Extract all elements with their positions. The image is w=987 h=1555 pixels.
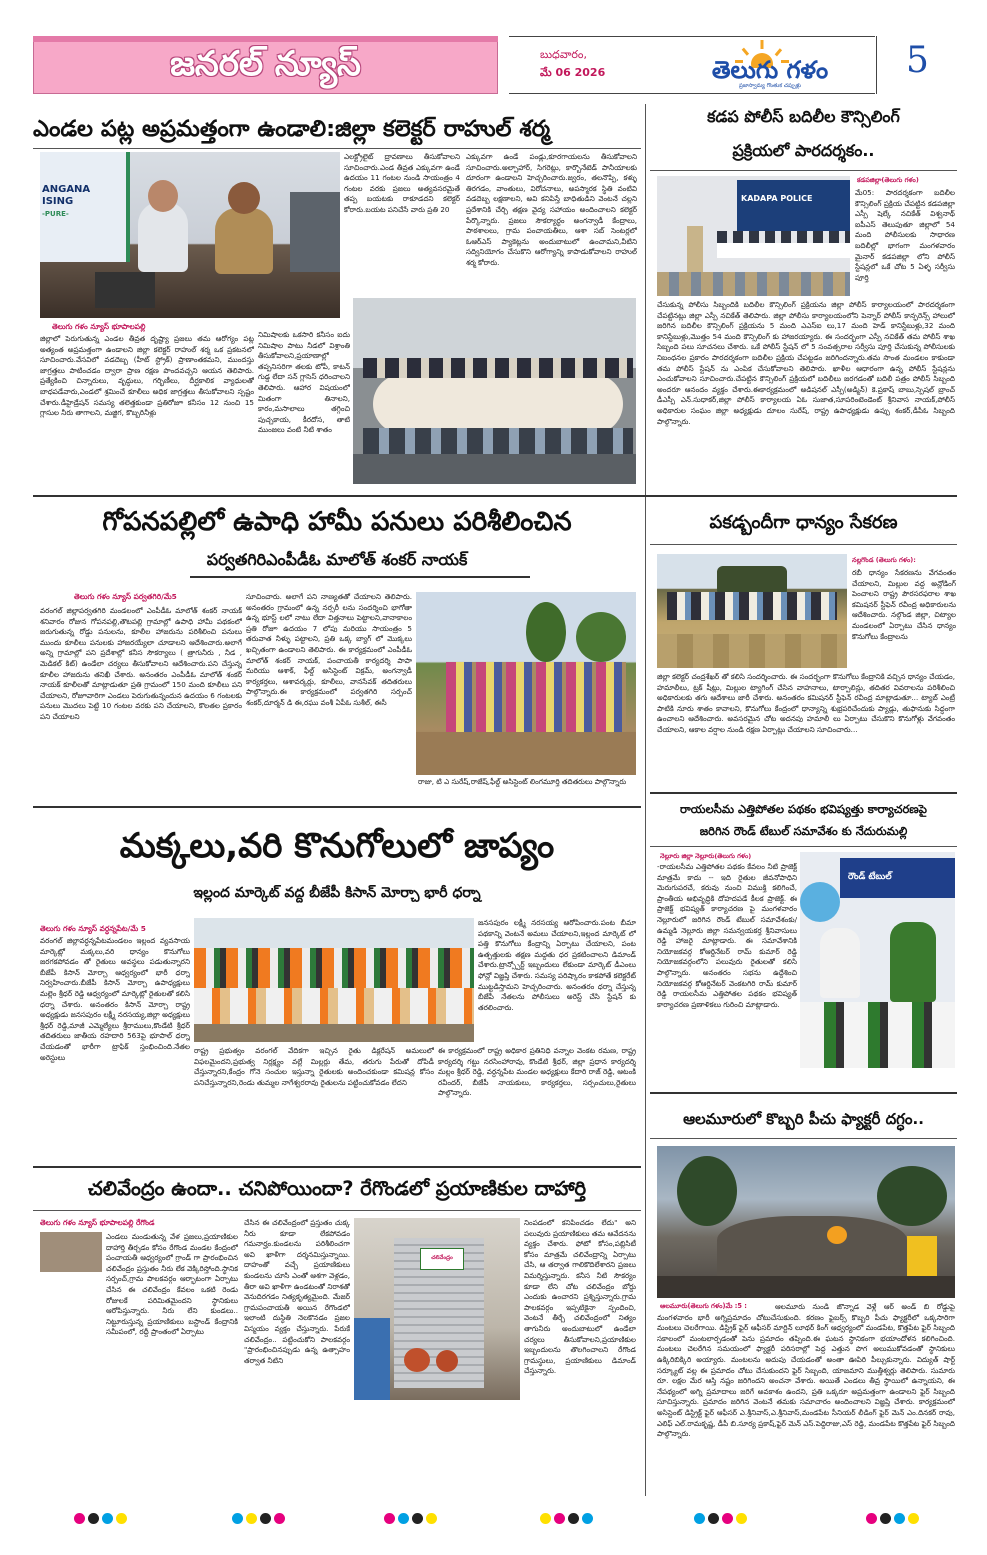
page-number: 5 <box>906 40 929 81</box>
gopanapalli-credit: తెలుగు గళం న్యూస్ పర్వతగిరి/మే5 <box>74 592 177 601</box>
masthead <box>0 0 987 104</box>
rayalaseema-headline-1: రాయలసీమ ఎత్తిపోతల పథకం భవిష్యత్తు కార్యాచరణపై <box>680 802 927 816</box>
paper-logo <box>680 38 860 90</box>
paper-name: తెలుగు గళం <box>711 56 829 84</box>
kadapa-headline-2: ప్రక్రియలో పారదర్శకం.. <box>732 141 875 160</box>
makkalu-col-a: వరంగల్ జిల్లావర్ధన్నపేటమండలం ఇల్లంద వ్యవసాయ మార్కెట్లో మక్కలు,వరి ధాన్యం కొనుగోలు జరగకపోవడం తో రైతులు అవస్థలు పడుతున్నారని బీజేపీ కిసాన్ మోర్చా ఆధ్వర్యంలో భారీ ధర్నా నిర్వహించారు.బీజేపీ కిసాన్ మోర్చా ఉపాధ్యక్షులు మల్లెం శ్రీధర్ రెడ్డి ఆధ్వర్యంలో మార్కెట్లో రైతులతో కలిసి ధర్నా చేశారు. అనంతరం కిసాన్ మోర్చా రాష్ట్ర అధ్యక్షుడు జనసపురం లక్ష్మీ నరసయ్య,జిల్లా అధ్యక్షులు శ్రీధర్ రెడ్డి,మాజీ ఎమ్మెల్యేలు శ్రీరాములు,కొండేటి శ్రీధర్ తదితరులు జాతీయ రహదారి 563పై భూపాల్ ధర్నా చేయడంతో భారీగా ట్రాఫిక్ స్తంభించింది.నేతల అరెస్టులు <box>40 936 190 1062</box>
makkalu-col-c: రాష్ట్ర ప్రభుత్వం వరంగల్ వేదికగా ఇచ్చిన రైతు డిక్లరేషన్ అమలులో విఫలమైందని,ప్రభుత్వ నిర్లక్ష్యం వల్లే మిల్లర్లు తేమ, తరుగు పేరుతో దోపిడీ చేస్తున్నారని,కేంద్రం గోనె సంచుల ఇస్తున్నా రైతులకు అందించకుండా కమిషన్ల కోసం పనిచేస్తున్నారని,రెండు తుమ్మల నాగేశ్వరరావు రైతులను పట్టించుకోవడం లేదని <box>194 1046 434 1087</box>
chalivendram-pots-photo <box>40 1232 102 1272</box>
dhanyam-credit: నల్లగొండ (తెలుగు గళం): <box>852 556 916 564</box>
dhanyam-col-a: రబీ ధాన్యం సేకరణను వేగవంతం చేయాలని, మిల్లుల వద్ద అన్లోడింగ్ పెంచాలని రాష్ట్ర పౌరసరఫరాల శాఖ కమిషనర్ స్టీఫెన్ రవీంద్ర అధికారులను ఆదేశించారు. నల్గొండ జిల్లా, చిట్యాల మండలంలో ఏర్పాటు చేసిన ధాన్యం కొనుగోలు కేంద్రాలను <box>852 568 956 641</box>
separator-row2-left <box>33 806 641 808</box>
kadapa-credit: కడపజిల్లా(తెలుగు గళం) <box>857 176 919 184</box>
chalivendram-col-b: చేసిన ఈ చలివేంద్రంలో ప్రస్తుతం చుక్క నీరు కూడా లేకపోవడం గమనార్హం.కుండలను పరిశీలించగా అవి ఖాళీగా దర్శనమిస్తున్నాయి. దాహంతో వచ్చే ప్రయాణికులు కుండలను చూసి ఎంతో ఆశగా వెళ్లడం, తీరా అవి ఖాళీగా ఉండటంతో నిరాశతో వెనుదిరగడం నిత్యకృత్యమైంది. మేజర్ గ్రామపంచాయతీ అయిన రేగొండలో ఇలాంటి దుస్థితి నెలకొనడం ప్రజల విస్మయం వ్యక్తం చేస్తున్నారు. పేరుకే చలివేంద్రం.. పట్టించుకోని పాలకవర్గం "ప్రారంభించినప్పుడు ఉన్న ఉత్సాహం తర్వాత నీటిని <box>244 1218 350 1365</box>
rayalaseema-rule <box>650 846 957 847</box>
gopanapalli-caption: రాజు, టి ఎ సురేష్,రాజేష్,ఫీల్డ్ అసిస్టెంట్ లింగమూర్తి తదితరులు పాల్గొన్నారు <box>418 777 627 786</box>
rayalaseema-photo <box>800 852 955 1068</box>
makkalu-credit: తెలుగు గళం న్యూస్ వర్ధన్నపేట/మే 5 <box>40 924 146 933</box>
separator-row2-right <box>650 792 957 794</box>
kadapa-rule <box>650 170 957 171</box>
footer-color-dots-4 <box>540 1513 596 1524</box>
collector-headline: ఎండల పట్ల అప్రమత్తంగా ఉండాలి:జిల్లా కలెక్టర్ రాహుల్ శర్మ <box>33 116 551 142</box>
round-table-banner: రౌండ్ టేబుల్ <box>848 872 892 882</box>
rayalaseema-col-a: -రాయలసీమ ఎత్తిపోతల పథకం కేవలం నీటి ప్రాజెక్ట్ మాత్రమే కాదు -- ఇది రైతుల జీవనోపాధిని మెరుగుపరచే, కరువు నుంచి విముక్తి కలిగించే, ప్రాంతీయ అభివృద్ధికి దోహదపడే కీలక ప్రాజెక్ట్. ఈ ప్రాజెక్ట్ భవిష్యత్ కార్యాచరణ పై మంగళవారం నెల్లూరులో జరిగిన రౌండ్ టేబుల్ సమావేశంకు/ ఉమ్మడి నెల్లూరు జిల్లా సమన్వయకర్త శ్రీనివాసులు రెడ్డి హాజరై మాట్లాడారు. ఈ సమావేశానికి నియోజకవర్గ కోఆర్డినేటర్ రామ్ కుమార్ రెడ్డి నియోజకవర్గంలోని పలువురు రైతులతో కలిసి పాల్గొన్నారు. అనంతరం సభను ఉద్దేశించి నియోజకవర్గ కోఆర్డినేటర్ వెంకటగిరి రామ్ కుమార్ రెడ్డి రాయలసీమ ఎత్తిపోతల పథకం భవిష్యత్ కార్యాచరణ ప్రణాళికలు గురించి మాట్లాడారు. <box>657 862 797 1009</box>
rayalaseema-credit: నెల్లూరు జిల్లా నెల్లూరు(తెలుగు గళం) <box>660 852 752 860</box>
masthead-divider <box>876 36 877 94</box>
collector-rule <box>33 148 641 149</box>
chalivendram-col-a: ఎండలు మండుతున్న వేళ ప్రజలు,ప్రయాణికుల దాహార్తి తీర్చడం కోసం రేగొండ మండల కేంద్రంలో పంచాయతీ ఆధ్వర్యంలో గ్రాండ్ గా ప్రారంభించిన చలివేంద్రం ప్రస్తుతం నీరు లేక వెక్కిరిస్తోంది.స్థానిక సర్పంచ్,గ్రామ పాలకవర్గం ఆర్భాటంగా ఏర్పాటు చేసిన ఈ చలివేంద్రం కేవలం ఒకటి రెండు రోజులకే పరిమితమైందని స్థానికులు ఆరోపిస్తున్నారు. నీరు లేని కుండలు.. నిట్టూరుస్తున్న ప్రయాణికులు బస్టాండ్ కేంద్రానికి సమీపంలో, రద్దీ ప్రాంతంలో ఏర్పాటు <box>106 1232 238 1337</box>
makkalu-headline: మక్కలు,వరి కొనుగోలులో జాప్యం <box>119 826 555 866</box>
alamuru-fire-photo <box>657 1146 955 1298</box>
collector-col-a: ఎలక్ట్రోలైట్ ద్రావణాలు తీసుకోవాలని సూచించారు.ఎండ తీవ్రత ఎక్కువగా ఉండే ఉదయం 11 గంటల నుండి సాయంత్రం 4 గంటల వరకు ప్రజలు అత్యవసరమైతే తప్ప బయటకు రాకూడదని కలెక్టర్ కోరారు.బయట పనిచేసే వారు ప్రతి 20 <box>344 152 460 214</box>
separator-row3-left <box>33 1166 641 1168</box>
kadapa-backdrop-text: KADAPA POLICE <box>741 194 813 203</box>
person-officer <box>215 208 273 274</box>
kadapa-col-a: మే05: పారదర్శకంగా బదిలీల కౌన్సిలింగ్ ప్రక్రియ చేపట్టిన కడపజిల్లా ఎస్పీ షెల్కే నచికేత్ విశ్వనాథ్ ఐపీఎస్ తెలుపుతూ జిల్లాలో 54 మంది పోలీసులకు సాధారణ బదిలీల్లో భాగంగా మంగళవారం మైనార్ కడపజిల్లా లోని పోలీస్ స్టేషన్లలో ఒకే చోట 5 ఏళ్ళ సర్వీసు పూర్తి <box>855 188 955 282</box>
section-title-ribbon <box>33 36 498 42</box>
paper-tagline: ప్రజాస్వామ్య గొంతుక చప్పుళ్లు <box>738 83 802 89</box>
chalivendram-rule <box>33 1210 641 1211</box>
makkalu-subhead: ఇల్లంద మార్కెట్ వద్ద బీజేపీ కిసాన్ మోర్చా భారీ ధర్నా <box>193 885 481 901</box>
chalivendram-credit: తెలుగు గళం న్యూస్ భూపాలపల్లి రేగొండ <box>40 1218 155 1227</box>
rayalaseema-headline-2: జరిగిన రౌండ్ టేబుల్ సమావేశం కు నేదురుమల్లి <box>699 824 908 838</box>
collector-credit: తెలుగు గళం న్యూస్ భూపాలపల్లి <box>52 322 146 331</box>
gopanapalli-subhead: పర్వతగిరిఎంపీడీఓ మాలోత్ శంకర్ నాయక్ <box>206 550 468 569</box>
gopanapalli-photo <box>416 592 636 775</box>
chalivendram-headline: చలివేంద్రం ఉందా.. చనిపోయిందా? రేగొండలో ప్రయాణికుల దాహార్తి <box>87 1177 587 1200</box>
gopanapalli-headline: గోపనపల్లిలో ఉపాధి హామీ పనులు పరిశీలించిన <box>102 507 572 537</box>
collector-col-c: జిల్లాలో పెరుగుతున్న ఎండల తీవ్రత దృష్ట్యా ప్రజలు తమ ఆరోగ్యం పట్ల అత్యంత అప్రమత్తంగా ఉండాలని జిల్లా కలెక్టర్ రాహుల్ శర్మ ఒక ప్రకటనలో సూచించారు.వేసవిలో వడదెబ్బ (హీట్ స్ట్రోక్) ప్రాణాంతకమని, ముందస్తు జాగ్రత్తలు పాటించడం ద్వారా ప్రాణ రక్షణ పొందవచ్చని ఆయన తెలిపారు. ప్రత్యేకించి చిన్నారులు, వృద్ధులు, గర్భిణీలు, దీర్ఘకాలిక వ్యాధులతో బాధపడేవారు,ఎండలో శ్రమించే కూలీలు అధిక జాగ్రత్తలు తీసుకోవాలని స్పష్టం చేశారు.డీహైడ్రేషన్ సమస్య తలెత్తకుండా ప్రతిరోజూ కనీసం 12 నుంచి 15 గ్లాసుల నీరు తాగాలని, మజ్జిగ, కొబ్బరినీళ్లు <box>40 334 254 418</box>
alamuru-credit: ఆలమూరు(తెలుగు గళం)మే :5 : <box>660 1302 747 1310</box>
chalivendram-sign: చలివేంద్రం <box>431 1255 453 1261</box>
laptop <box>95 272 155 308</box>
section-title: జనరల్ న్యూస్ <box>170 44 361 84</box>
masthead-date: మే 06 2026 <box>540 66 606 79</box>
collector-col-b: ఎక్కువగా ఉండే పండ్లు,కూరగాయలను తీసుకోవాలని సూచించారు.అల్పాహార్, సిగరెట్లు, కార్బొనేటెడ్ పానీయాలకు దూరంగా ఉండాలని హెచ్చరించారు.జ్వరం, తలనొప్పి, కళ్ళు తిరగడం, వాంతులు, విరోచనాలు, అపస్మారక స్థితి వంటివి వడదెబ్బ లక్షణాలని, అవి కనిపిస్తే బాధితుడిని వెంటనే చల్లని ప్రదేశానికి చేర్చి తక్షణ వైద్య సహాయం అందించాలని కలెక్టర్ పేర్కొన్నారు. ప్రజలు సౌకర్యార్థం అంగన్వాడీ కేంద్రాలు, పాఠశాలలు, గ్రామ పంచాయతీలు, ఆశా సబ్ సెంటర్లలో ఓఆర్ఎస్ ప్యాకెట్లను అందుబాటులో ఉంచామని,వీటిని సద్వినియోగం చేసుకొని ఆరోగ్యాన్ని కాపాడుకోవాలని రాహుల్ శర్మ కోరారు. <box>466 152 637 267</box>
masthead-day: బుధవారం, <box>540 48 587 61</box>
gopanapalli-col-b: సూచించారు. అలాగే పని నాణ్యతతో చేయాలని తెలిపారు. అనంతరం గ్రామంలో ఉన్న నర్సరీ లను సందర్శించి భాగోతా ఉన్న భూస్ట్ లలో నాటు లేదా విత్తనాలు పెట్టాలని,వానాకాలం ప్రతి రోజూ ఉదయం 7 లోపు మరియు సాయంత్రం 5 తరువాత నీళ్ళు పట్టాలని, ప్రతి ఒక్క బ్యాగ్ లో మొక్కలు ఖచ్చితంగా ఉండాలని తెలిపారు. ఈ కార్యక్రమంలో ఎంపీడీఓ మాలోత్ శంకర్ నాయక్, పంచాయతీ కార్యదర్శి పాపా మరియు ఆశాక్, ఫీల్డ్ అసిస్టెంట్ విక్రమ్, అంగన్వాడీ కార్యకర్తలు, ఆశావర్కర్లు, కూలీలు, వానసేవక్ తదితరులు పాల్గొన్నారు.ఈ కార్యక్రమంలో పర్వతగిరి సర్పంచ్ శంకర్,దూర్మన్ డి ఈ,రఘు వంశీ ఏపీఓ సుశీల్, ఈసీ <box>246 592 412 707</box>
kadapa-headline-1: కడప పోలీస్ బదిలీల కౌన్సిలింగ్ <box>707 107 900 126</box>
chalivendram-booth-photo <box>354 1218 520 1400</box>
dhanyam-photo <box>657 554 847 668</box>
footer-color-dots-6 <box>866 1513 922 1524</box>
footer-color-dots-3 <box>384 1513 440 1524</box>
chalivendram-col-c: నింపడంలో కనిపించడం లేదు" అని పలువురు ప్రయాణికులు తమ ఆవేదనను వ్యక్తం చేశారు. ఫోటో కోసం,పబ్లిసిటీ కోసం మాత్రమే చలివేంద్రాన్ని ఏర్పాటు చేసి, ఆ తర్వాత గాలికొదిలేశారని ప్రజలు విమర్శిస్తున్నారు. కనీస నీటి సౌకర్యం కూడా లేని చోట చలివేంద్రం బోర్డు ఎందుకు ఉంచారని ప్రశ్నిస్తున్నారు.గ్రామ పాలకవర్గం ఇప్పటికైనా స్పందించి, వెంటనే తీర్చే చలివేంద్రంలో నిత్యం తాగునీరు అందుబాటులో ఉండేలా చర్యలు తీసుకోవాలని,ప్రయాణికుల ఇబ్బందులను తొలగించాలని రేగొండ గ్రామస్థులు, ప్రయాణికులు డిమాండ్ చేస్తున్నారు. <box>524 1218 636 1376</box>
dhanyam-rule <box>650 544 957 545</box>
collector-col-d: నిమిషాలకు ఒకసారి కనీసం ఐదు నిమిషాల పాటు నీడలో విశ్రాంతి తీసుకోవాలని,ప్రయాణాల్లో తప్పనిసరిగా తలకు టోపీ, కాటన్ గుడ్డ లేదా సన్ గ్లాసెస్ ధరించాలని తెలిపారు. ఆహార విషయంలో మితంగా తినాలని, కారం,మసాలాలు తగ్గించి పుచ్చకాయ, కీరదోస, తాటి ముంజలు వంటి నీటి శాతం <box>258 330 350 435</box>
dhanyam-headline: పకడ్బందీగా ధాన్యం సేకరణ <box>709 512 898 533</box>
alamuru-col-a: ఆలమూరు నుండి జొన్నాడ వెళ్లే ఆర్ అండ్ బి రోడ్డుపై మంగళవారం భారీ అగ్నిప్రమాదం చోటుచేసుకుంది. కరణం ఫైబర్స్ కొబ్బరి పీచు ఫ్యాక్టరీలో ఒక్కసారిగా మంటలు చెలరేగాయి. డిస్ట్రిక్ ఫైర్ ఆఫీసర్ మార్టిన్ లూథర్ కింగ్ ఆధ్వర్యంలో మండపేట, కొత్తపేట ఫైర్ సిబ్బంది సకాలంలో మంటలార్పడంతో పెను ప్రమాదం తప్పింది.ఈ ఘటన స్థానికంగా భయాందోళన కలిగించింది. మంటలు చెలరేగిన సమయంలో ఫ్యాక్టరీ పరిసరాల్లో పెద్ద ఎత్తున పొగ అలుముకోవడంతో స్థానికులు ఉక్కిరిబిక్కిరి అయ్యారు. మంటలను అదుపు చేయడంతో అంతా ఊపిరి పీల్చుకున్నారు. విద్యుత్ షార్ట్ సర్క్యూట్ వల్ల ఈ ప్రమాదం చోటు చేసుకుందని ఫైర్ సిబ్బంది, యాజమాని ముత్తీశ్వర్లు తెలిపారు. సుమారు రూ. లక్షల మేర ఆస్తి నష్టం జరిగిందని అంచనా వేశారు. అయితే ఎండలు తీవ్ర స్థాయిలో ఉన్నాయని, ఈ నేపథ్యంలో అగ్ని ప్రమాదాలు జరిగే అవకాశం ఉందని, ప్రతి ఒక్కరూ అప్రమత్తంగా ఉండాలని ఫైర్ సిబ్బంది సూచిస్తున్నారు. ప్రమాదం జరిగిన వెంటనే తమకు సమాచారం అందించాలని విజ్ఞప్తి చేశారు. కార్యక్రమంలో అసిస్టెంట్ డిస్ట్రిక్ట్ ఫైర్ ఆఫీసర్ ఎ.శ్రీనివాస్,ఎ.శ్రీనివాస్,మండపేట సీనియర్ లీడింగ్ ఫైర్ మెన్ ఎం.దినకర్ రావు, ఎలిఫ్ ఎల్.రామకృష్ణ, డీపీ బి.సూర్య ప్రకాష్,ఫైర్ మెన్ ఎస్.పెద్దిరాజు,ఎస్ రెడ్డి, మండపేట కొత్తపేట ఫైర్ సిబ్బంది పాల్గొన్నారు. <box>657 1302 955 1439</box>
makkalu-photo <box>194 918 474 1042</box>
dhanyam-col-b: జిల్లా కలెక్టర్ చంద్రశేఖర్ తో కలిసి సందర్శించారు. ఈ సందర్భంగా కొనుగోలు కేంద్రానికి వచ్చిన ధాన్యం చేయడం, హమాలీలు, ట్రక్ షీట్లు, మిల్లుల ట్యాగింగ్ చేసిన వాహనాలు, టార్పాలిన్లు, తదితర వివరాలను పరిశీలించి అధికారులకు తగు ఆదేశాలు జారీ చేశారు. అనంతరం కమిషనర్ స్టీఫెన్ రవీంద్ర మాట్లాడుతూ... ట్యాబ్ ఎంట్రీ పాటికి నూరు శాతం కావాలని, కొనుగోలు కేంద్రంలో ధాన్యాన్ని శుభ్రపరిచేందుకు ప్యాడ్లు, తుఫానుకు సిద్ధంగా ఉంచాలని ఆదేశించారు. అవసరమైన చోట అదనపు హమాలీ లు ఏర్పాటు చేసుకొని కొనుగోళ్లు వేగవంతం చేయాలని, ఆకాల వర్షాల నుండి రక్షణ ఏర్పాట్లు చేయాలని సూచించారు... <box>657 672 955 734</box>
person-collector <box>138 202 188 272</box>
collector-meeting-photo <box>353 298 636 484</box>
gopanapalli-col-a: వరంగల్ జిల్లాపర్వతగిరి మండలంలో ఎంపీడీఓ మాలోత్ శంకర్ నాయక్ శనివారం రోజున గోపనపల్లి,తౌటపల్లి గ్రామాల్లో ఉపాధి హామీ పథకంలో జరుగుతున్న రోడ్డు పనులను, కూలీల హాజరును పరిశీలించి పనులు ముందు కూలీలు పనులకు హాజరయ్యేలా చూడాలని ఆదేశించారు.అలాగే అన్ని గ్రామాల్లో పని ప్రదేశాల్లో కనీస సౌకర్యాలు ( త్రాగునీరు , నీడ , మెడికల్ కిట్) ఉండేలా చర్యలు తీసుకోవాలని ఆదేశించారు.పని చేస్తున్న కూలీల హాజరును తనిఖీ చేశారు. అనంతరం ఎంపీడీఓ మాలోత్ శంకర్ నాయక్ కూలీలతో మాట్లాడుతూ ప్రతి గ్రామంలో 150 మంది కూలీలు పని చేయాలని, రోజూవారిగా ఎండలు పెరుగుతున్నందున ఉదయం 6 గంటలకు పనులు మొదలు పెట్టి 10 గంటల వరకు పని చేయాలని, కొలతల ప్రకారం పని చేయాలని <box>40 606 242 721</box>
makkalu-col-b: జనసపురం లక్ష్మీ నరసయ్య ఆరోపించారు.పంట బీమా పథకాన్ని వెంటనే అమలు చేయాలని,ఇల్లంద మార్కెట్ లో పత్తి కొనుగోలు కేంద్రాన్ని ఏర్పాటు చేయాలని, పంట ఉత్పత్తులకు తక్షణ మద్దతు ధర ప్రకటించాలని డిమాండ్ చేశారు.ట్రాన్స్పోర్ట్ ఇబ్బందులు లేకుండా మార్కెట్ డీఎంలు ఫోన్లో విజ్ఞప్తి చేశారు. సమస్య పరిష్కారం కాకపోతే కలెక్టరేట్ ముట్టడిస్తామని హెచ్చరించారు. అనంతరం ధర్నా చేస్తున్న బీజేపీ నేతలను పోలీసులు అరెస్ట్ చేసి స్టేషన్ కు తరలించారు. <box>478 918 636 1012</box>
column-rule-right <box>645 104 646 1496</box>
kadapa-photo <box>657 176 850 296</box>
banner-text: ANGANA ISING -PURE- <box>42 184 91 218</box>
footer-color-dots-1 <box>74 1513 130 1524</box>
separator-row3-right <box>650 1092 957 1094</box>
alamuru-rule <box>650 1138 957 1139</box>
separator-row1 <box>33 495 957 497</box>
footer-color-dots-2 <box>232 1513 288 1524</box>
gopanapalli-subhead-underline <box>190 576 530 578</box>
footer-color-dots-5 <box>694 1513 750 1524</box>
makkalu-col-d: ఈ కార్యక్రమంలో రాష్ట్ర అధికార ప్రతినిధి వన్నాల వెంకట రమణ, రాష్ట్ర కార్యదర్శి గట్టు నరసింహారావు, కొండేటి శ్రీధర్, జిల్లా ప్రధాన కార్యదర్శి మల్లం శ్రీధర్ రెడ్డి, వర్ధన్నపేట మండల అధ్యక్షులు కేదారి రాజ్ రెడ్డి, ఆటంకి రవీందర్, బీజేపీ నాయకులు, కార్యకర్తలు, సర్పంచులు,రైతులు పాల్గొన్నారు. <box>438 1046 636 1098</box>
kadapa-col-b: చేసుకున్న పోలీసు సిబ్బందికి బదిలీల కౌన్సిలింగ్ ప్రక్రియను జిల్లా పోలీస్ కార్యాలయంలో పారదర్శకంగా చేపట్టినట్లు జిల్లా ఎస్పీ నచికేత్ తెలిపారు. జిల్లా పోలీసు కార్యాలయంలోని పెన్నార్ పోలీస్ కాన్ఫరెన్స్ హాలులో జరిగిన బదిలీల కౌన్సిలింగ్ ప్రక్రియను 5 మంది ఎఎస్ఐ లు,17 మంది హెడ్ కానిస్టేబుళ్లు,32 మంది కానిస్టేబుళ్లు,మొత్తం 54 మంది కౌన్సిలింగ్ కు హాజరయ్యారు. ఈ సందర్భంగా ఎస్పీ నచికేత్ తమ పోలీస్ శాఖ సిబ్బంది పలు సూచనలు చేశారు. ఒకే పోలీస్ స్టేషన్ లో 5 సంవత్సరాల సర్వీసు పూర్తి చేసుకున్న పోలీసులకు నిబంధనల ప్రకారం పారదర్శకంగా బదిలీల ప్రక్రియ చేపట్టడం జరిగిందన్నారు.తమ సొంత మండలం కాకుండా తమ పోలీస్ స్టేషన్ ను ఎంపిక చేసుకోవాలని తెలిపారు. ఖాళీల ఆధారంగా ఉన్న పోలీస్ స్టేషన్లను ఎంచుకోవాలని సూచించారు.చేపట్టిన కౌన్సిలింగ్ ప్రక్రియలో బదిలీలు జరగడంతో బదిలీ పత్రం పోలీస్ సిబ్బంది అందరూ ఆనందం వ్యక్తం చేశారు.ఈకార్యక్రమంలో అడిషనల్ ఎస్పీ(అడ్మిన్) కె.ప్రకాష్ బాబు,స్పెషల్ బ్రాంచ్ డీఎస్పీ ఎన్.సుధాకర్,జిల్లా పోలీస్ కార్యాలయ ఏఓ సుజాత,సూపరింటెండెంట్ శ్రీనివాస నాయక్,పోలీస్ అధికారుల సంఘం జిల్లా అధ్యక్షుడు దూలం సురేష్, రాష్ట్ర ఉపాధ్యక్షుడు ఉప్పు శంకర్,డీపీఓ సిబ్బంది పాల్గొన్నారు. <box>657 300 955 426</box>
alamuru-headline: ఆలమూరులో కొబ్బరి పీచు ఫ్యాక్టరీ దగ్ధం.. <box>683 1110 924 1128</box>
collector-photo <box>40 152 340 318</box>
